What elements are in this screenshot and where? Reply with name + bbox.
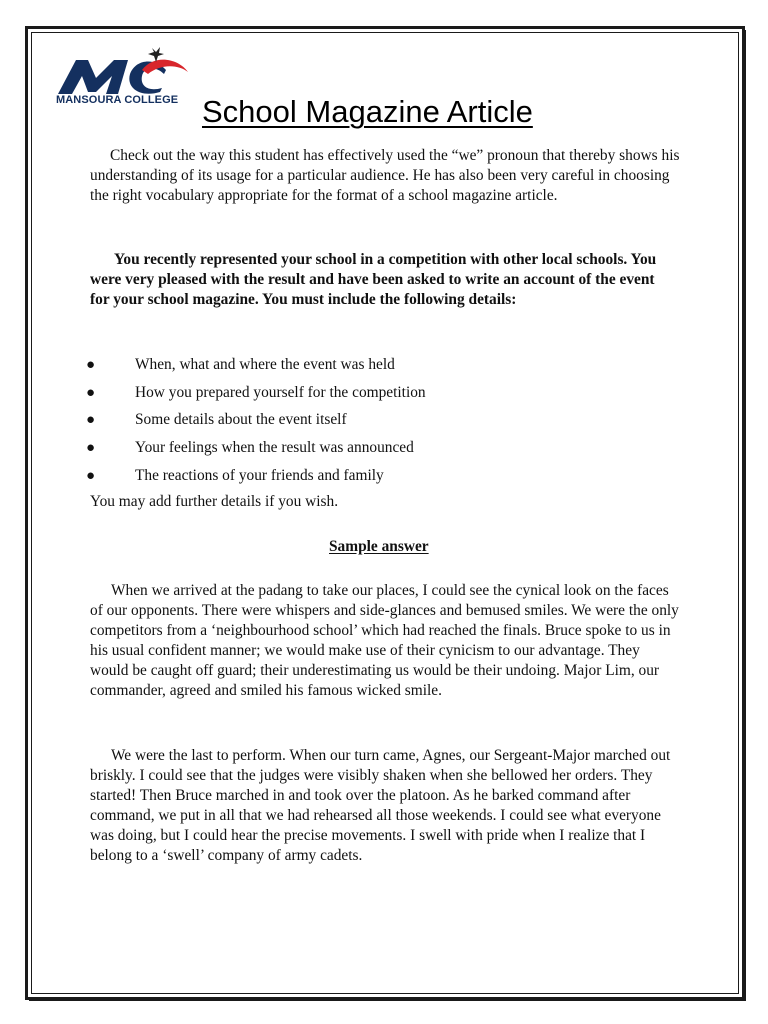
list-item-text: The reactions of your friends and family [135,466,384,484]
page-title: School Magazine Article [202,94,533,129]
list-item [86,410,646,438]
bullet-icon: ● [86,384,96,401]
list-item [86,383,646,411]
list-item-text: When, what and where the event was held [135,356,395,373]
requirements-list [86,355,646,493]
page-border-shadow-bottom [29,997,746,1001]
answer-paragraph-1: When we arrived at the padang to take our places, I could see the cynical look on the faces of our opponents. There were whispers and side-glances and bemused smiles. We were the only competitors from a ‘neighbourhood school’ which had reached the finals. Bruce spoke to us in his usual confident manner; we would make use of their cynicism to our advantage. They would be caught off guard; their underestimating us would be their undoing. Major Lim, our commander, agreed and smiled his famous wicked smile. [90,582,679,699]
sample-answer-heading: Sample answer [329,538,429,555]
task-prompt: You recently represented your school in a competition with other local schools. You were very pleased with the result and have been asked to write an account of the event for your school magazine. You must include the following details: [90,251,657,308]
list-item [86,438,646,466]
intro-paragraph: Check out the way this student has effectively used the “we” pronoun that thereby shows his understanding of its usage for a particular audience. He has also been very careful in choosing the right vocabulary appropriate for the format of a school magazine article. [90,147,680,204]
list-item [86,466,646,494]
page-border-shadow-right [742,30,746,998]
logo-text: MANSOURA COLLEGE [56,94,179,106]
list-item-text: Some details about the event itself [135,411,347,429]
bullet-icon: ● [86,412,96,429]
list-item [86,355,646,383]
bullet-icon: ● [86,357,96,373]
list-item-text: Your feelings when the result was announced [135,439,414,457]
further-details-note: You may add further details if you wish. [90,493,339,510]
bullet-icon: ● [86,467,96,484]
list-item-text: How you prepared yourself for the competition [135,383,426,401]
answer-paragraph-2: We were the last to perform. When our turn came, Agnes, our Sergeant-Major marched out briskly. I could see that the judges were visibly shaken when she bellowed her orders. They started! Then Bruce marched in and took over the platoon. As he barked command after command, we put in all that we had rehearsed all those weekends. I could see what everyone was doing, but I could hear the precise movements. I swell with pride when I realize that I belong to a ‘swell’ company of army cadets. [90,747,671,864]
bullet-icon: ● [86,440,96,457]
